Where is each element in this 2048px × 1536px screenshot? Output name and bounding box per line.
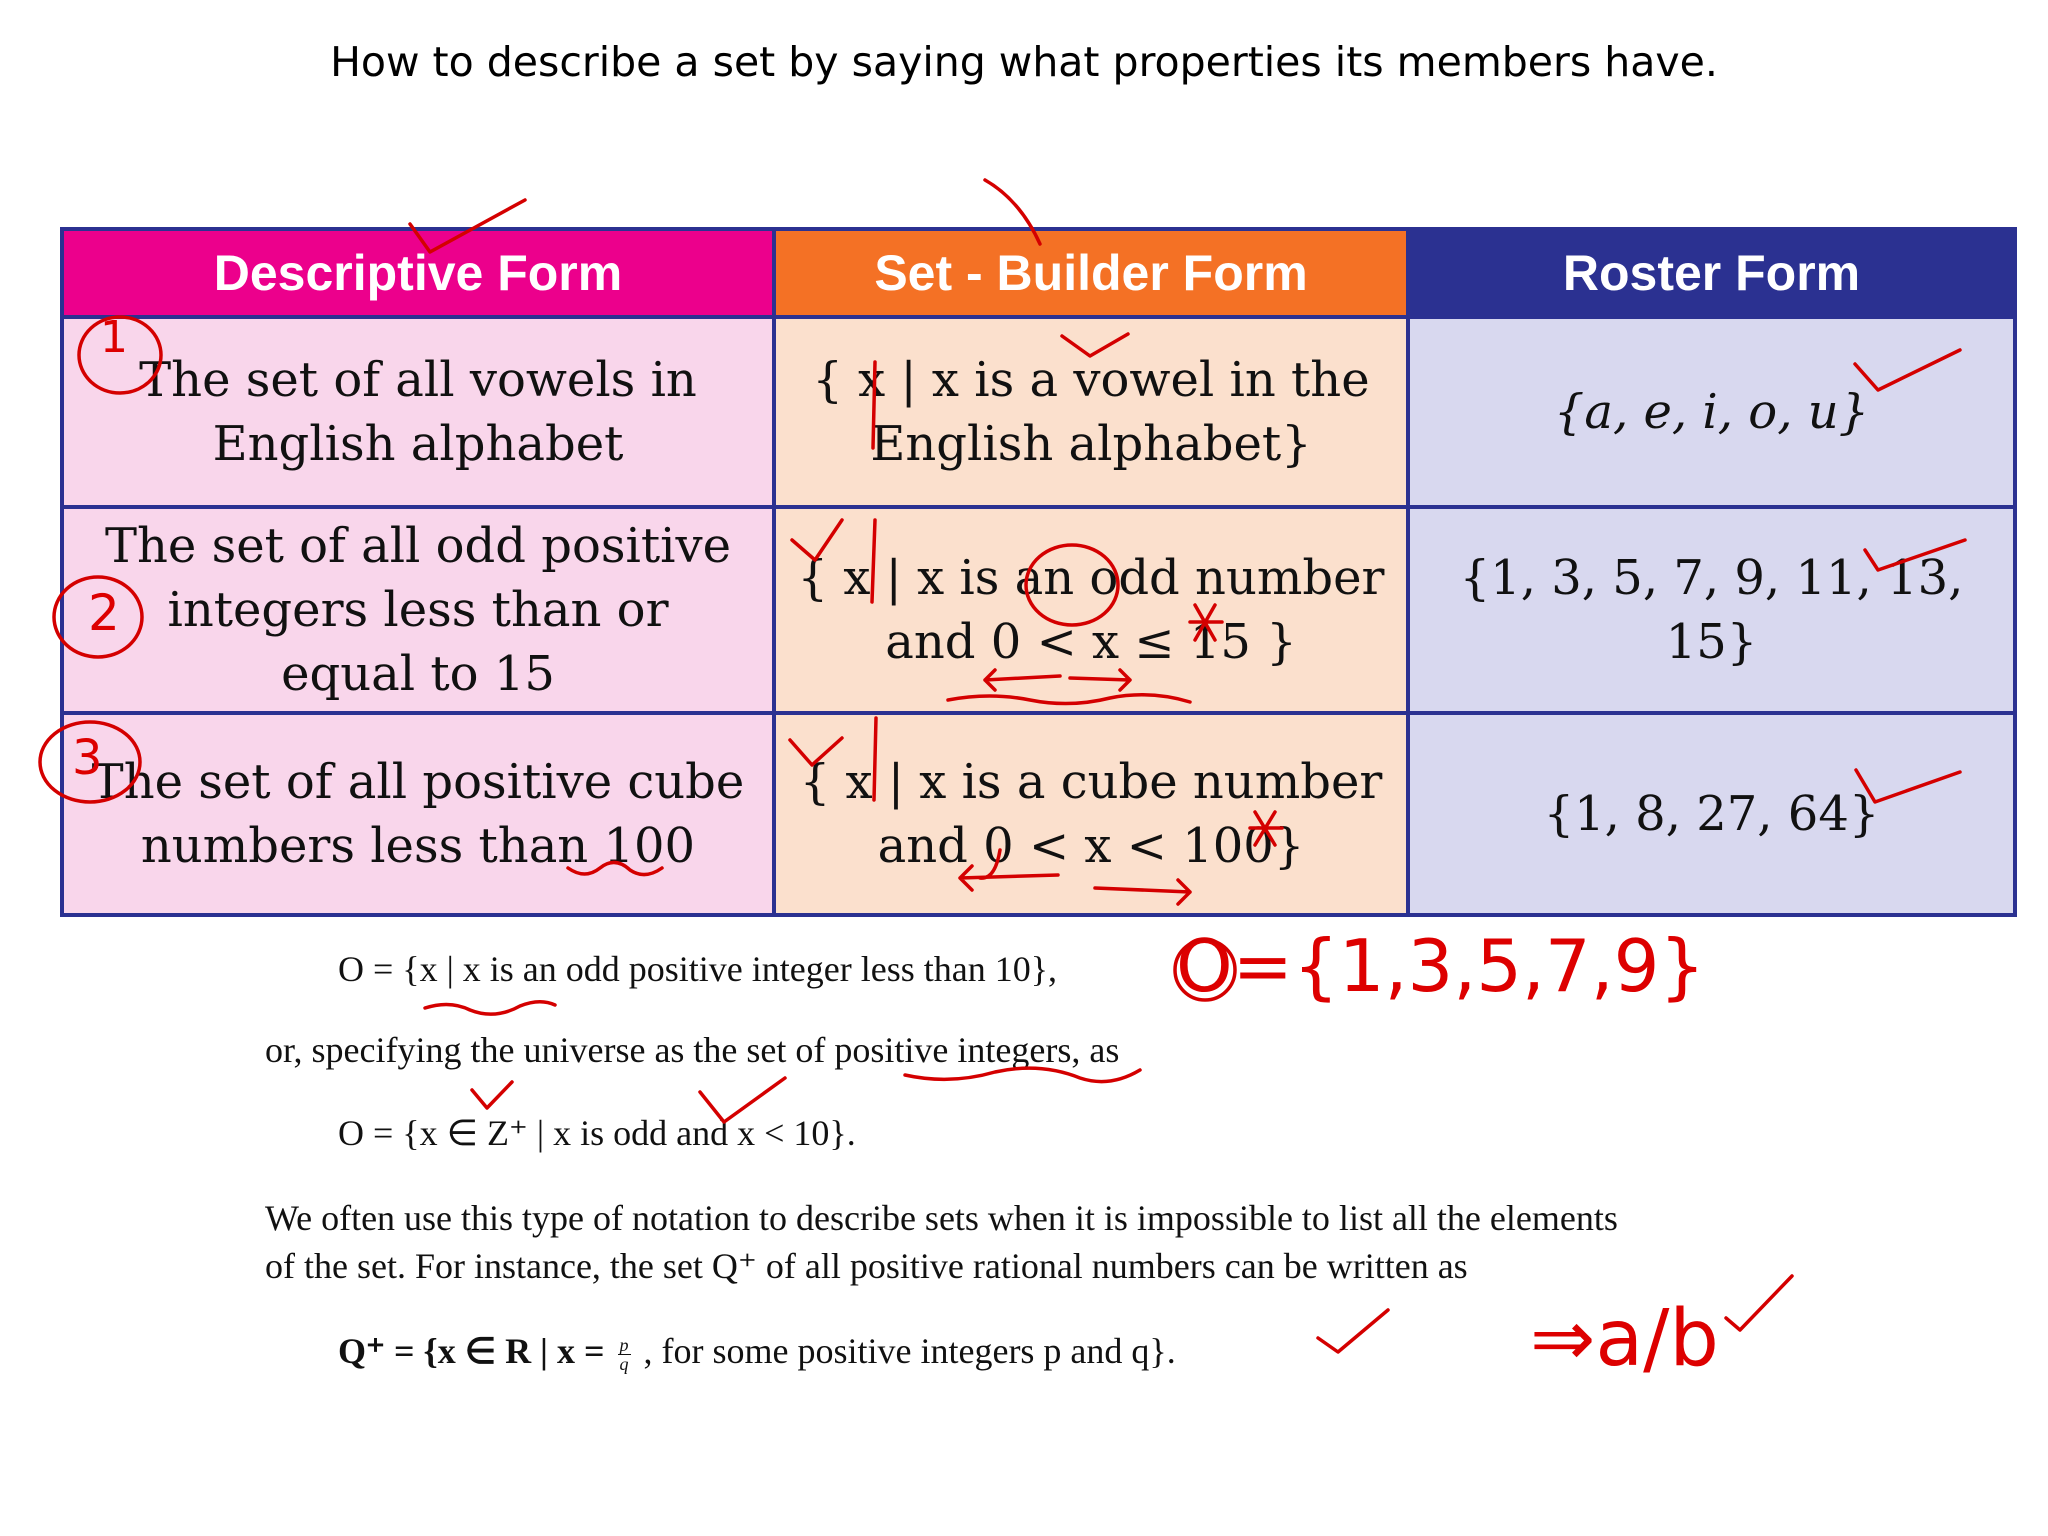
cell-descriptive	[62, 317, 774, 507]
cell-roster: {1, 8, 27, 64}	[1408, 713, 2015, 915]
checkmark-icon	[1726, 1276, 1792, 1330]
table-row	[62, 317, 2015, 507]
header-descriptive-form: Descriptive Form	[62, 229, 774, 317]
fraction-p-over-q	[618, 1336, 631, 1373]
checkmark-icon	[472, 1082, 512, 1108]
cell-line: { x | x is an odd number	[797, 550, 1385, 606]
handwritten-number-2: 2	[88, 584, 120, 642]
set-forms-table	[60, 227, 2017, 917]
checkmark-icon	[1318, 1310, 1388, 1352]
page-title: How to describe a set by saying what properties its members have.	[330, 38, 1718, 86]
eq3-right: , for some positive integers p and q}.	[643, 1331, 1176, 1371]
cell-line: and 0 < x < 100}	[877, 818, 1305, 874]
fraction-numerator: p	[619, 1335, 629, 1356]
table-row	[62, 507, 2015, 713]
cell-line: equal to 15	[281, 646, 555, 702]
cell-builder	[774, 317, 1408, 507]
table-header-row	[62, 229, 2015, 317]
equation-odd-set-universe: O = {x ∈ Z⁺ | x is odd and x < 10}.	[338, 1113, 856, 1153]
equation-positive-rationals	[338, 1330, 1176, 1373]
handwritten-number-1: 1	[100, 312, 128, 363]
cell-line: The set of all positive cube	[91, 754, 745, 810]
underline-squiggle	[425, 1002, 555, 1014]
cell-line: The set of all odd positive	[104, 518, 732, 574]
cell-line: { x | x is a cube number	[799, 754, 1383, 810]
handwritten-set-o: O={1,3,5,7,9}	[1176, 924, 1706, 1008]
handwritten-number-3: 3	[72, 730, 103, 786]
cell-line: numbers less than 100	[140, 818, 696, 874]
cell-line: { x | x is a vowel in the	[812, 352, 1370, 408]
cell-line: integers less than or	[167, 582, 669, 638]
cell-descriptive	[62, 713, 774, 915]
cell-line: The set of all vowels in	[139, 352, 697, 408]
equation-odd-set: O = {x | x is an odd positive integer less than 10},	[338, 949, 1057, 989]
paragraph-line-1: We often use this type of notation to describe sets when it is impossible to list all the elements	[265, 1198, 1618, 1238]
cell-line: English alphabet}	[870, 416, 1312, 472]
cell-builder	[774, 507, 1408, 713]
header-roster-form: Roster Form	[1408, 229, 2015, 317]
cell-roster: {a, e, i, o, u}	[1408, 317, 2015, 507]
paragraph-line-2: of the set. For instance, the set Q⁺ of all positive rational numbers can be written as	[265, 1246, 1468, 1286]
cell-roster: {1, 3, 5, 7, 9, 11, 13, 15}	[1408, 507, 2015, 713]
cell-descriptive	[62, 507, 774, 713]
cell-builder	[774, 713, 1408, 915]
universe-sentence: or, specifying the universe as the set of positive integers, as	[265, 1030, 1120, 1070]
handwritten-ratio: ⇒a/b	[1530, 1294, 1719, 1384]
table-row	[62, 713, 2015, 915]
fraction-denominator: q	[619, 1354, 629, 1375]
header-set-builder-form: Set - Builder Form	[774, 229, 1408, 317]
cell-line: English alphabet	[212, 416, 624, 472]
cell-line: and 0 < x ≤ 15 }	[885, 614, 1297, 670]
eq3-left: Q⁺ = {x ∈ R | x =	[338, 1331, 605, 1371]
